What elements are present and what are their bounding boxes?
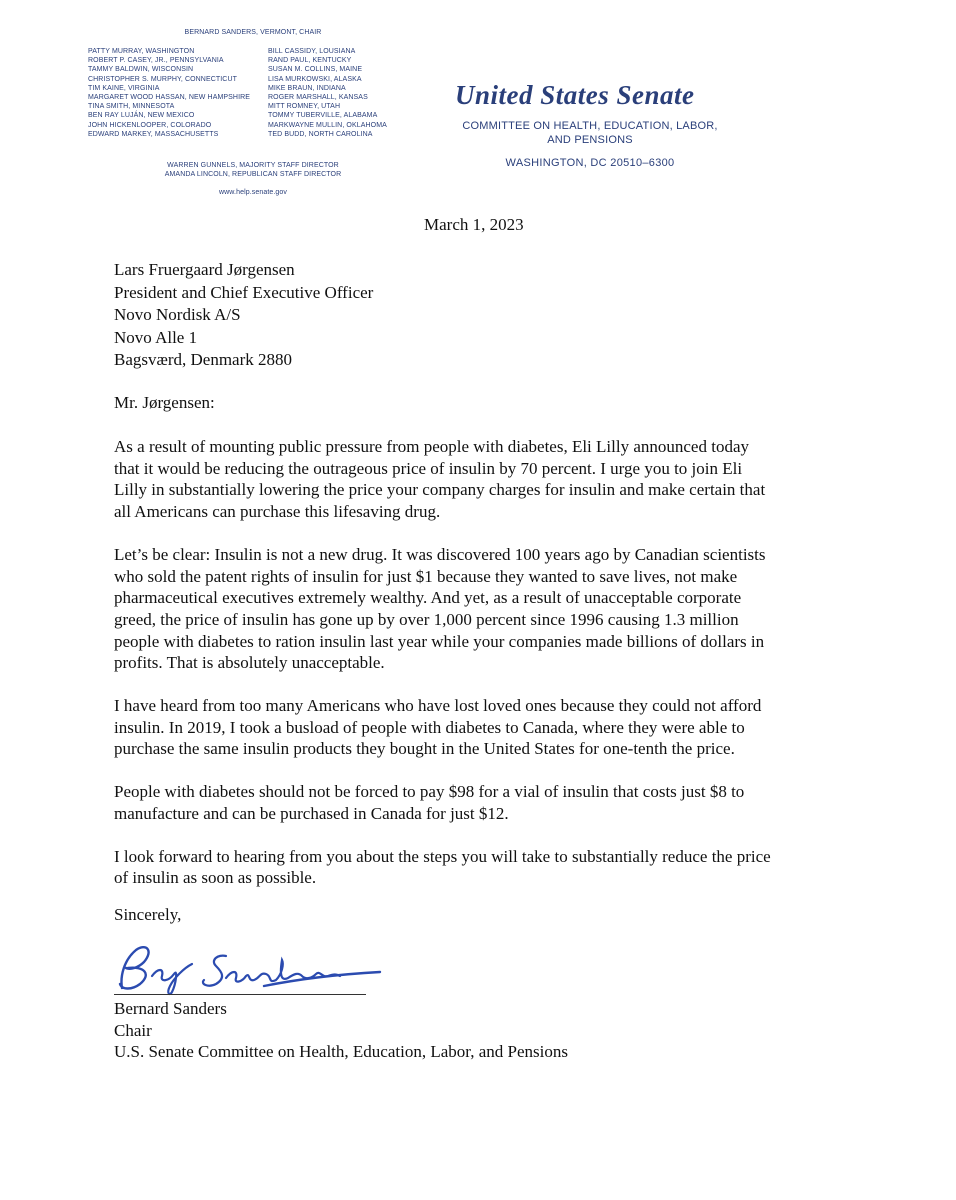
committee-member: CHRISTOPHER S. MURPHY, CONNECTICUT [88, 75, 237, 83]
committee-address: WASHINGTON, DC 20510–6300 [505, 157, 675, 169]
signer-block [114, 998, 568, 1063]
recipient-line: Lars Fruergaard Jørgensen [114, 260, 295, 279]
committee-member: TOMMY TUBERVILLE, ALABAMA [268, 112, 378, 120]
committee-member: JOHN HICKENLOOPER, COLORADO [88, 121, 212, 129]
body-line: greed, the price of insulin has gone up by over 1,000 percent since 1996 causing 1.3 million [114, 609, 739, 629]
committee-member: TAMMY BALDWIN, WISCONSIN [88, 66, 194, 74]
staff-directors [88, 161, 418, 179]
committee-name [455, 119, 725, 147]
committee-member: BILL CASSIDY, LOUSIANA [268, 48, 356, 55]
body-line: that it would be reducing the outrageous price of insulin by 70 percent. I urge you to join Eli [114, 458, 743, 478]
committee-member: LISA MURKOWSKI, ALASKA [268, 75, 362, 83]
committee-member: TIM KAINE, VIRGINIA [88, 84, 160, 92]
committee-member: SUSAN M. COLLINS, MAINE [268, 66, 363, 74]
senate-title: United States Senate [455, 80, 695, 110]
body-paragraph [114, 436, 844, 523]
committee-member: ROGER MARSHALL, KANSAS [268, 93, 368, 101]
body-line: people with diabetes to ration insulin last year while your companies made billions of dollars in [114, 631, 765, 651]
recipient-address [114, 259, 373, 372]
body-line: I have heard from too many Americans who have lost loved ones because they could not afford [114, 696, 762, 716]
committee-member: TINA SMITH, MINNESOTA [88, 103, 175, 111]
staff-director: WARREN GUNNELS, MAJORITY STAFF DIRECTOR [167, 161, 339, 169]
member-columns [88, 47, 418, 139]
body-line: purchase the same insulin products they bought in the United States for one-tenth the price. [114, 739, 735, 759]
majority-members [88, 47, 258, 139]
closing: Sincerely, [114, 905, 182, 924]
website-link[interactable]: www.help.senate.gov [218, 188, 288, 196]
body-line: insulin. In 2019, I took a busload of people with diabetes to Canada, where they were able to [114, 717, 745, 737]
letter-date: March 1, 2023 [424, 215, 524, 234]
staff-director: AMANDA LINCOLN, REPUBLICAN STAFF DIRECTOR [164, 170, 342, 178]
committee-member: TED BUDD, NORTH CAROLINA [268, 130, 373, 138]
minority-members [268, 47, 418, 139]
committee-member: MIKE BRAUN, INDIANA [268, 84, 346, 92]
body-line: who sold the patent rights of insulin for just $1 because they wanted to save lives, not make [114, 566, 738, 586]
recipient-line: President and Chief Executive Officer [114, 282, 374, 302]
committee-member: ROBERT P. CASEY, JR., PENNSYLVANIA [88, 57, 224, 65]
body-line: People with diabetes should not be forced to pay $98 for a vial of insulin that costs just $8 to [114, 782, 745, 802]
body-line: of insulin as soon as possible. [114, 868, 317, 888]
letter-body [114, 436, 844, 910]
committee-member: RAND PAUL, KENTUCKY [268, 57, 352, 65]
committee-member: EDWARD MARKEY, MASSACHUSETTS [88, 130, 219, 138]
signer-title: Chair [114, 1020, 152, 1040]
body-line: manufacture and can be purchased in Canada for just $12. [114, 803, 509, 823]
body-line: As a result of mounting public pressure from people with diabetes, Eli Lilly announced today [114, 437, 749, 456]
recipient-line: Novo Alle 1 [114, 327, 198, 347]
body-line: Let’s be clear: Insulin is not a new drug. It was discovered 100 years ago by Canadian scientists [114, 544, 766, 564]
salutation: Mr. Jørgensen: [114, 393, 215, 412]
committee-line-1: COMMITTEE ON HEALTH, EDUCATION, LABOR, [462, 120, 718, 132]
signature-image [114, 938, 384, 1000]
body-line: all Americans can purchase this lifesaving drug. [114, 502, 441, 522]
signature-line [114, 994, 366, 995]
committee-member: BEN RAY LUJÁN, NEW MEXICO [88, 112, 195, 120]
committee-member: PATTY MURRAY, WASHINGTON [88, 48, 195, 55]
body-line: pharmaceutical executives extremely wealthy. And yet, as a result of unacceptable corporate [114, 588, 742, 608]
committee-line-2: AND PENSIONS [547, 134, 633, 146]
senate-header [455, 80, 725, 169]
signer-organization: U.S. Senate Committee on Health, Education, Labor, and Pensions [114, 1042, 568, 1062]
committee-member: MARGARET WOOD HASSAN, NEW HAMPSHIRE [88, 93, 251, 101]
chair-line: BERNARD SANDERS, VERMONT, CHAIR [184, 29, 322, 36]
body-paragraph [114, 544, 844, 674]
signature [114, 938, 384, 1000]
letterhead [0, 0, 956, 210]
body-line: I look forward to hearing from you about the steps you will take to substantially reduce the price [114, 846, 771, 866]
committee-member: MARKWAYNE MULLIN, OKLAHOMA [268, 121, 387, 129]
body-paragraph [114, 846, 844, 889]
body-paragraph [114, 695, 844, 760]
body-paragraph [114, 781, 844, 824]
signer-name: Bernard Sanders [114, 999, 227, 1018]
body-line: Lilly in substantially lowering the price your company charges for insulin and make certain that [114, 480, 766, 500]
recipient-line: Novo Nordisk A/S [114, 305, 241, 324]
committee-roster [88, 28, 408, 197]
committee-member: MITT ROMNEY, UTAH [268, 103, 341, 111]
body-line: profits. That is absolutely unacceptable. [114, 653, 385, 673]
recipient-line: Bagsværd, Denmark 2880 [114, 350, 293, 369]
